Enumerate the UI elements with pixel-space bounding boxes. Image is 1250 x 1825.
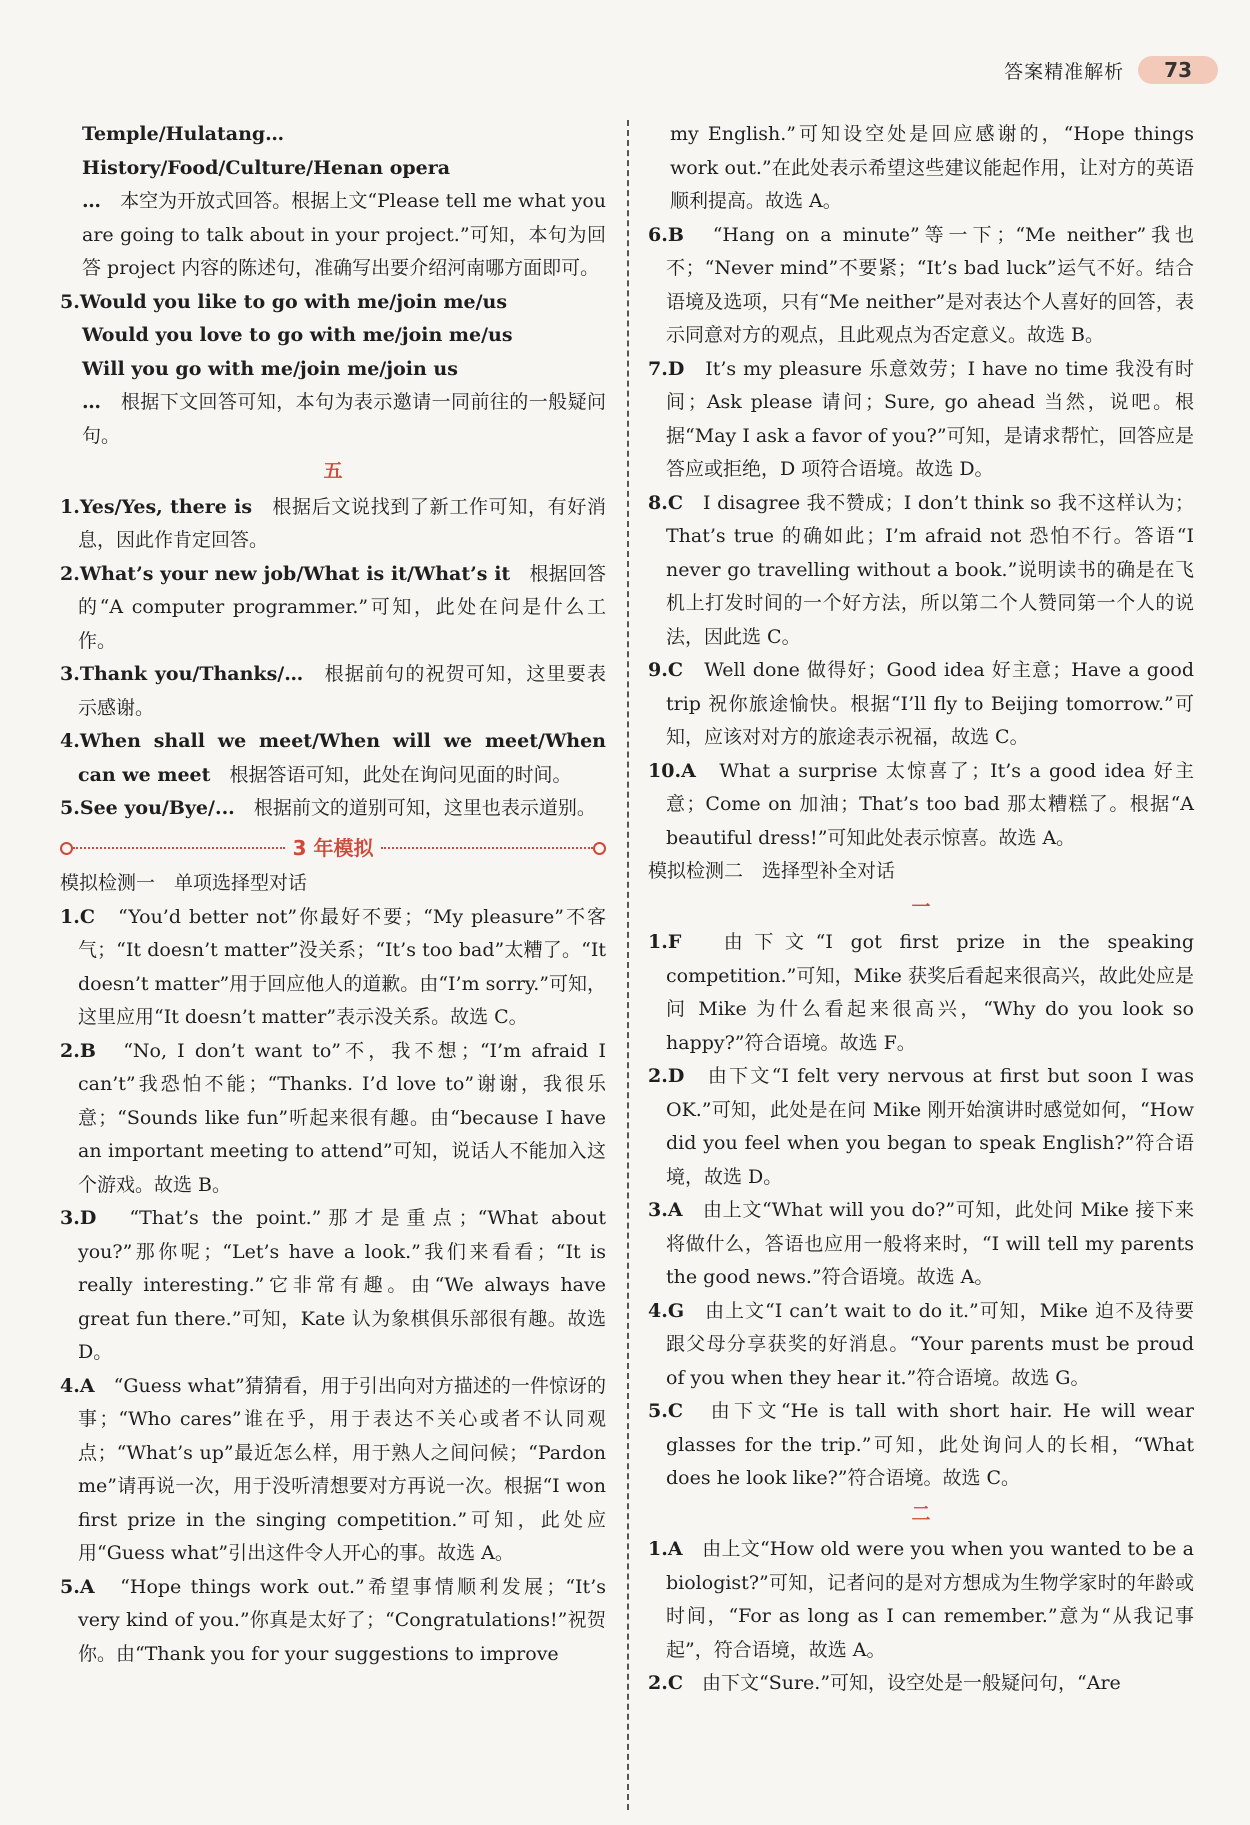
circle-icon (60, 842, 73, 855)
answer-item: 3.Thank you/Thanks/… 根据前句的祝贺可知，这里要表示感谢。 (60, 663, 606, 719)
column-divider (627, 120, 629, 1810)
answer-item: 4.G 由上文“I can’t wait to do it.”可知，Mike 迫不及待要跟父母分享获奖的好消息。“Your parents must be proud of you when they hear it.”符合语境。故选 G。 (648, 1299, 1194, 1389)
answer-item: 2.C 由下文“Sure.”可知，设空处是一般疑问句，“Are (648, 1672, 1121, 1694)
answer-item: 1.C “You’d better not”你最好不要；“My pleasure”不客气；“It doesn’t matter”没关系；“It’s too bad”太糟了。“It doesn’t matter”用于回应他人的道歉。由“I’m sorry.”可知，这里应用“It doesn’t matter”表示没关系。故选 C。 (60, 905, 606, 1028)
section-bar-3-year (60, 832, 606, 866)
right-column (648, 118, 1194, 1701)
subsection-title: 模拟检测二 选择型补全对话 (648, 860, 896, 882)
answer-item: 3.D “That’s the point.”那才是重点；“What about you?”那你呢；“Let’s have a look.”我们来看看；“It is really interesting.”它非常有趣。由“We always have great fun there.”可知，Kate 认为象棋俱乐部很有趣。故选 D。 (60, 1207, 606, 1363)
answer-continuation: my English.”可知设空处是回应感谢的，“Hope things work out.”在此处表示希望这些建议能起作用，让对方的英语顺利提高。故选 A。 (670, 123, 1194, 212)
answer-explanation: … 本空为开放式回答。根据上文“Please tell me what you are going to talk about in your project.”可知，本句为回答 project 内容的陈述句，准确写出要介绍河南哪方面即可。 (82, 190, 606, 279)
answer-line: History/Food/Culture/Henan opera (82, 156, 451, 179)
circle-icon (593, 842, 606, 855)
answer-item: 5.Would you like to go with me/join me/us (60, 290, 508, 313)
answer-line: Will you go with me/join me/join us (82, 357, 458, 380)
answer-item: 1.A 由上文“How old were you when you wanted to be a biologist?”可知，记者问的是对方想成为生物学家时的年龄或时间，“For as long as I can remember.”意为“从我记事起”，符合语境，故选 A。 (648, 1538, 1194, 1661)
answer-item: 9.C Well done 做得好；Good idea 好主意；Have a good trip 祝你旅途愉快。根据“I’ll fly to Beijing tomorrow.”可知，应该对对方的旅途表示祝福，故选 C。 (648, 659, 1194, 748)
answer-item: 6.B “Hang on a minute”等一下；“Me neither”我也不；“Never mind”不要紧；“It’s bad luck”运气不好。结合语境及选项，只有“Me neither”是对表达个人喜好的回答，表示同意对方的观点，且此观点为否定意义。故选 B。 (648, 223, 1194, 346)
answer-item: 5.See you/Bye/... 根据前文的道别可知，这里也表示道别。 (60, 797, 596, 819)
answer-item: 5.A “Hope things work out.”希望事情顺利发展；“It’s very kind of you.”你真是太好了；“Congratulations!”祝贺你。由“Thank you for your suggestions to improve (60, 1575, 606, 1665)
answer-item: 1.F 由下文“I got first prize in the speaking competition.”可知，Mike 获奖后看起来很高兴，故此处应是问 Mike 为什么看起来很高兴，“Why do you look so happy?”符合语境。故选 F。 (648, 931, 1194, 1054)
answer-item: 2.B “No, I don’t want to”不，我不想；“I’m afraid I can’t”我恐怕不能；“Thanks. I’d love to”谢谢，我很乐意；“Sounds like fun”听起来很有趣。由“because I have an important meeting to attend”可知，说话人不能加入这个游戏。故选 B。 (60, 1039, 606, 1196)
answer-item: 2.D 由下文“I felt very nervous at first but soon I was OK.”可知，此处是在问 Mike 刚开始演讲时感觉如何，“How did you feel when you began to speak English?”符合语境，故选 D。 (648, 1065, 1194, 1188)
answer-item: 2.What’s your new job/What is it/What’s it 根据回答的“A computer programmer.”可知，此处在问是什么工作。 (60, 562, 606, 652)
header-title: 答案精准解析 (1004, 60, 1125, 83)
page-number: 73 (1138, 56, 1218, 84)
section-title-yi: 一 (911, 895, 931, 918)
answer-item: 7.D It’s my pleasure 乐意效劳；I have no time 我没有时间；Ask please 请问；Sure, go ahead 当然，说吧。根据“May I ask a favor of you?”可知，是请求帮忙，回答应是答应或拒绝，D 项符合语境。故选 D。 (648, 357, 1194, 480)
answer-item: 10.A What a surprise 太惊喜了；It’s a good idea 好主意；Come on 加油；That’s too bad 那太糟糕了。根据“A beautiful dress!”可知此处表示惊喜。故选 A。 (648, 759, 1194, 849)
page-header (1004, 56, 1218, 84)
answer-line: Temple/Hulatang… (82, 123, 285, 145)
answer-item: 8.C I disagree 我不赞成；I don’t think so 我不这样认为；That’s true 的确如此；I’m afraid not 恐怕不行。答语“I never go travelling without a book.”说明读书的确是在飞机上打发时间的一个好方法，所以第二个人赞同第一个人的说法，因此选 C。 (648, 491, 1194, 648)
answer-item: 1.Yes/Yes, there is 根据后文说找到了新工作可知，有好消息，因此作肯定回答。 (60, 495, 606, 551)
answer-item: 5.C 由下文“He is tall with short hair. He will wear glasses for the trip.”可知，此处询问人的长相，“What does he look like?”符合语境。故选 C。 (648, 1400, 1194, 1489)
answer-item: 4.When shall we meet/When will we meet/When can we meet 根据答语可知，此处在询问见面的时间。 (60, 730, 606, 786)
subsection-title: 模拟检测一 单项选择型对话 (60, 872, 308, 894)
answer-item: 3.A 由上文“What will you do?”可知，此处问 Mike 接下来将做什么，答语也应用一般将来时，“I will tell my parents the good news.”符合语境。故选 A。 (648, 1199, 1194, 1288)
left-column (60, 118, 606, 1671)
section-title-wu: 五 (323, 460, 343, 482)
answer-line: Would you love to go with me/join me/us (82, 324, 513, 346)
answer-item: 4.A “Guess what”猜猜看，用于引出向对方描述的一件惊讶的事；“Who cares”谁在乎，用于表达不关心或者不认同观点；“What’s up”最近怎么样，用于熟人之间问候；“Pardon me”请再说一次，用于没听清想要对方再说一次。根据“I won first prize in the singing competition.”可知，此处应用“Guess what”引出这件令人开心的事。故选 A。 (60, 1374, 606, 1564)
section-title-3-year: 3 年模拟 (292, 835, 374, 860)
answer-explanation: … 根据下文回答可知，本句为表示邀请一同前往的一般疑问句。 (82, 391, 606, 447)
section-title-er: 二 (911, 1502, 931, 1525)
